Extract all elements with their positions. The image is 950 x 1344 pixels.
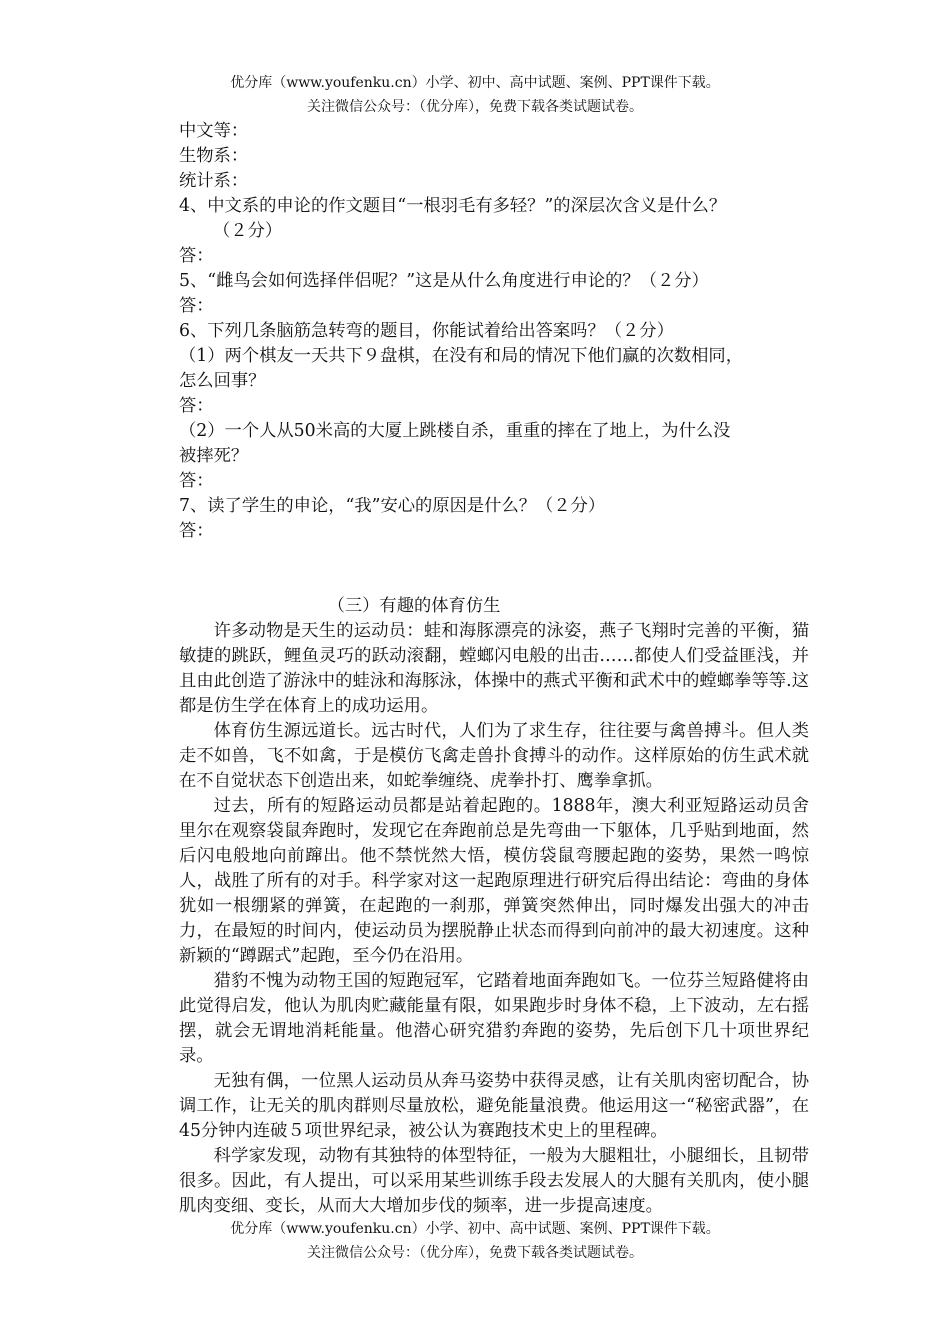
question-6-2-answer: 答： — [179, 471, 214, 491]
article-paragraph-1: 许多动物是天生的运动员：蛙和海豚漂亮的泳姿，燕子飞翔时完善的平衡，猫敏捷的跳跃，鲤鱼灵巧的跃动滚翻，螳螂闪电般的出击……都使人们受益匪浅，并且由此创造了游泳中的蛙泳和海豚泳，体操中的燕式平衡和武术中的螳螂拳等等.这都是仿生学在体育上的成功运用。 — [179, 621, 809, 716]
question-6-1-line-1: （1）两个棋友一天共下９盘棋，在没有和局的情况下他们赢的次数相同， — [179, 346, 743, 366]
question-7-answer: 答： — [179, 521, 214, 541]
article-paragraph-6: 科学家发现，动物有其独特的体型特征，一般为大腿粗壮，小腿细长，且韧带很多。因此，有人提出，可以采用某些训练手段去发展人的大腿有关肌肉，使小腿肌肉变细、变长，从而大大增加步伐的频率，进一步提高速度。 — [179, 1146, 809, 1216]
question-6-1-answer: 答： — [179, 396, 214, 416]
question-5-answer: 答： — [179, 296, 214, 316]
article-paragraph-5: 无独有偶，一位黑人运动员从奔马姿势中获得灵感，让有关肌肉密切配合，协调工作，让无关的肌肉群则尽量放松，避免能量浪费。他运用这一“秘密武器”，在45分钟内连破５项世界纪录，被公认为赛跑技术史上的里程碑。 — [179, 1071, 809, 1141]
page-content — [179, 119, 809, 1219]
question-6-2-line-1: （2）一个人从50米高的大厦上跳楼自杀，重重的摔在了地上，为什么没 — [179, 421, 731, 441]
question-5: 5、“雌鸟会如何选择伴侣呢？”这是从什么角度进行申论的？（２分） — [179, 271, 709, 291]
question-6: 6、下列几条脑筋急转弯的题目，你能试着给出答案吗？（２分） — [179, 321, 674, 341]
page-footer — [0, 1217, 950, 1265]
question-4-answer: 答： — [179, 246, 214, 266]
article-paragraph-2: 体育仿生源远道长。远古时代，人们为了求生存，往往要与禽兽搏斗。但人类走不如兽，飞不如禽，于是模仿飞禽走兽扑食搏斗的动作。这样原始的仿生武术就在不自觉状态下创造出来，如蛇拳缠绕、虎拳扑打、鹰拳拿抓。 — [179, 721, 809, 791]
header-line-1: 优分库（www.youfenku.cn）小学、初中、高中试题、案例、PPT课件下载。 — [230, 75, 720, 91]
dept-biology: 生物系： — [179, 146, 249, 166]
question-6-2-line-2: 被摔死？ — [179, 446, 249, 466]
page-header — [0, 71, 950, 119]
question-7: 7、读了学生的申论，“我”安心的原因是什么？（２分） — [179, 496, 606, 516]
dept-chinese: 中文等： — [179, 121, 249, 141]
question-4: 4、中文系的申论的作文题目“一根羽毛有多轻？”的深层次含义是什么？ — [179, 196, 727, 216]
question-4-score: （２分） — [213, 221, 283, 241]
article-paragraph-3: 过去，所有的短路运动员都是站着起跑的。1888年，澳大利亚短路运动员舍里尔在观察袋鼠奔跑时，发现它在奔跑前总是先弯曲一下躯体，几乎贴到地面，然后闪电般地向前蹿出。他不禁恍然大悟，模仿袋鼠弯腰起跑的姿势，果然一鸣惊人，战胜了所有的对手。科学家对这一起跑原理进行研究后得出结论：弯曲的身体犹如一根绷紧的弹簧，在起跑的一刹那，弹簧突然伸出，同时爆发出强大的冲击力，在最短的时间内，使运动员为摆脱静止状态而得到向前冲的最大初速度。这种新颖的“蹲踞式”起跑，至今仍在沿用。 — [179, 796, 809, 966]
article-title: （三）有趣的体育仿生 — [327, 596, 501, 616]
footer-line-1: 优分库（www.youfenku.cn）小学、初中、高中试题、案例、PPT课件下载。 — [230, 1221, 720, 1237]
article-paragraph-4: 猎豹不愧为动物王国的短跑冠军，它踏着地面奔跑如飞。一位芬兰短路健将由此觉得启发，他认为肌肉贮藏能量有限，如果跑步时身体不稳，上下波动，左右摇摆，就会无谓地消耗能量。他潜心研究猎豹奔跑的姿势，先后创下几十项世界纪录。 — [179, 971, 809, 1066]
dept-statistics: 统计系： — [179, 171, 249, 191]
footer-line-2: 关注微信公众号：（优分库），免费下载各类试题试卷。 — [307, 1245, 643, 1261]
section-spacer — [179, 544, 809, 594]
header-line-2: 关注微信公众号：（优分库），免费下载各类试题试卷。 — [307, 99, 643, 115]
question-6-1-line-2: 怎么回事？ — [179, 371, 266, 391]
